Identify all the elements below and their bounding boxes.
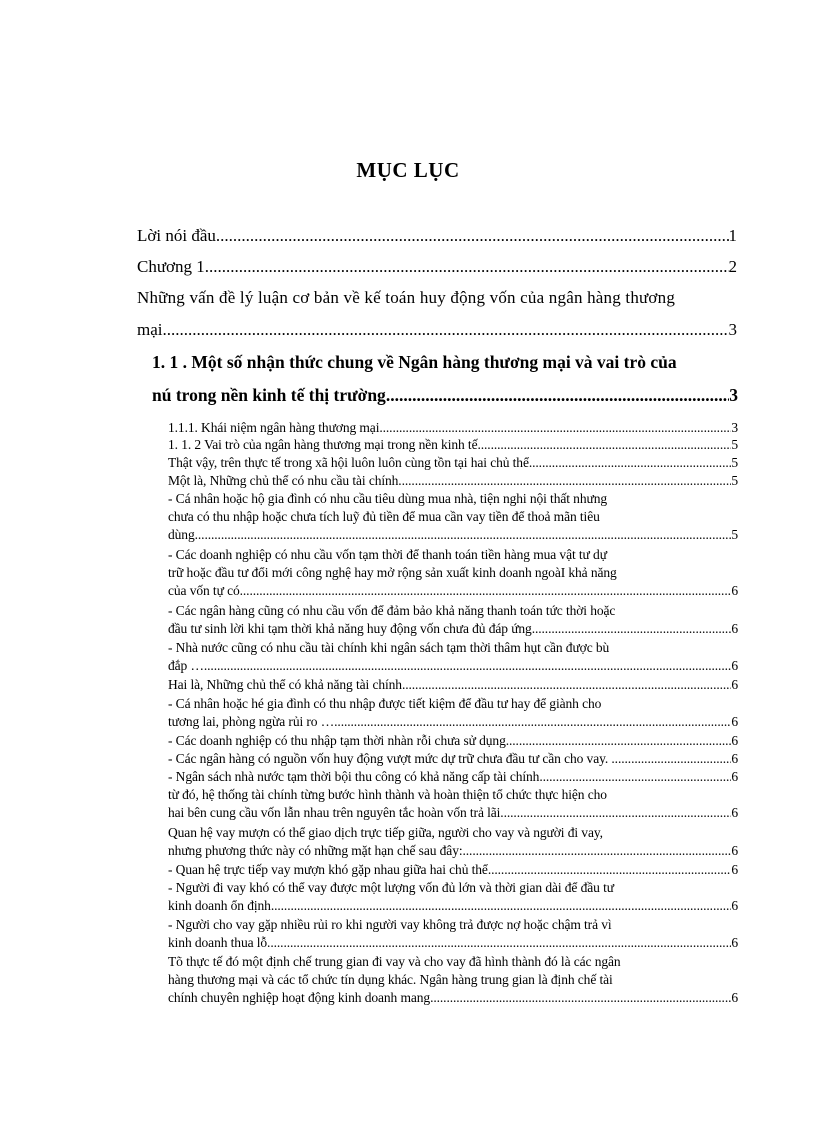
toc-page-number: 3 — [731, 420, 738, 435]
toc-page-number: 6 — [731, 898, 738, 913]
toc-entry[interactable] — [168, 935, 738, 951]
toc-entry-text: - Quan hệ trực tiếp vay mượn khó gặp nhau giữa hai chủ thể. — [168, 862, 492, 877]
toc-entry-line: - Người cho vay gặp nhiều rủi ro khi người vay không trả được nợ hoặc chậm trả vì — [168, 917, 612, 932]
dot-leader — [491, 862, 731, 878]
toc-entry-line: 1. 1 . Một số nhận thức chung về Ngân hàng thương mại và vai trò của — [152, 352, 677, 372]
toc-entry-text: đắp …. — [168, 658, 208, 673]
toc-entry-line: Tõ thực tế đó một định chế trung gian đi vay và cho vay đã hình thành đó là các ngân — [168, 954, 621, 969]
toc-entry-text: Lời nói đầu — [137, 226, 216, 245]
dot-leader — [463, 843, 732, 859]
toc-page-number: 6 — [731, 714, 738, 729]
toc-page-number: 6 — [731, 805, 738, 820]
dot-leader — [379, 420, 731, 436]
dot-leader — [504, 805, 732, 821]
dot-leader — [270, 935, 731, 951]
toc-entry-text: dùng. — [168, 527, 198, 542]
toc-entry[interactable] — [168, 473, 738, 489]
toc-entry-text: Một là, Những chủ thể có nhu cầu tài chính. — [168, 473, 402, 488]
toc-entry-text: nú trong nền kinh tế thị trường — [152, 385, 386, 405]
toc-page-number: 5 — [731, 473, 738, 488]
dot-leader — [405, 677, 731, 693]
toc-entry[interactable] — [168, 805, 738, 821]
toc-page-number: 6 — [731, 677, 738, 692]
toc-entry[interactable] — [168, 843, 738, 859]
toc-entry-line: hàng thương mại và các tổ chức tín dụng khác. Ngân hàng trung gian là định chế tài — [168, 972, 613, 987]
toc-entry-text: kinh doanh thua lỗ. — [168, 935, 271, 950]
toc-entry[interactable] — [168, 990, 738, 1006]
toc-entry-text: - Các ngân hàng có nguồn vốn huy động vượt mức dự trữ chưa đầu tư cần cho vay. .. — [168, 751, 618, 766]
dot-leader — [207, 658, 731, 674]
toc-entry-text: của vốn tự có. — [168, 583, 243, 598]
dot-leader — [205, 257, 729, 277]
toc-page-number: 6 — [731, 843, 738, 858]
toc-entry-text: Hai là, Những chủ thể có khả năng tài chính. — [168, 677, 406, 692]
toc-entry-line: - Các ngân hàng cũng có nhu cầu vốn để đảm bảo khả năng thanh toán tức thời hoặc — [168, 603, 616, 618]
toc-page-number: 6 — [731, 733, 738, 748]
dot-leader — [216, 226, 729, 246]
dot-leader — [334, 714, 731, 730]
toc-entry-line: - Nhà nước cũng có nhu cầu tài chính khi ngân sách tạm thời thâm hụt cần được bù — [168, 640, 610, 655]
toc-page-number: 3 — [729, 385, 738, 405]
dot-leader — [481, 437, 732, 453]
toc-page-number: 6 — [731, 935, 738, 950]
toc-entry-line: trữ hoặc đầu tư đổi mới công nghệ hay mở rộng sản xuất kinh doanh ngoàI khả năng — [168, 565, 617, 580]
toc-entry-text: 1. 1. 2 Vai trò của ngân hàng thương mại trong nền kinh tế. — [168, 437, 481, 452]
toc-page-number: 1 — [728, 226, 737, 245]
toc-page-number: 5 — [731, 455, 738, 470]
toc-entry-text: tương lai, phòng ngừa rủi ro … — [168, 714, 335, 729]
toc-entry-text: Thật vậy, trên thực tế trong xã hội luôn luôn cùng tồn tại hai chủ thể. — [168, 455, 533, 470]
toc-entry[interactable] — [168, 583, 738, 599]
toc-page-number: 6 — [731, 862, 738, 877]
toc-entry-1-1-2[interactable] — [168, 437, 738, 453]
toc-entry-text: chính chuyên nghiệp hoạt động kinh doanh mang — [168, 990, 431, 1005]
dot-leader — [543, 769, 732, 785]
toc-entry-text: kinh doanh ổn định. — [168, 898, 275, 913]
toc-page-number: 6 — [731, 621, 738, 636]
toc-entry-line: - Người đi vay khó có thể vay được một lượng vốn đủ lớn và thời gian dài để đầu tư — [168, 880, 614, 895]
toc-page-number: 5 — [731, 437, 738, 452]
toc-entry[interactable] — [168, 621, 738, 637]
toc-page-number: 5 — [731, 527, 738, 542]
toc-entry-chapter-1[interactable] — [137, 257, 737, 277]
toc-entry-line: Quan hệ vay mượn có thể giao dịch trực tiếp giữa, người cho vay và người đi vay, — [168, 825, 603, 840]
toc-entry-line: từ đó, hệ thống tài chính từng bước hình thành và hoàn thiện tổ chức thực hiện cho — [168, 787, 607, 802]
toc-entry[interactable] — [168, 751, 738, 767]
toc-page-number: 6 — [731, 990, 738, 1005]
toc-entry-text: - Các doanh nghiệp có thu nhập tạm thời nhàn rỗi chưa sử dụng. — [168, 733, 509, 748]
dot-leader — [163, 320, 729, 340]
toc-entry-line: Những vấn đề lý luận cơ bản về kế toán huy động vốn của ngân hàng thương — [137, 288, 676, 307]
toc-entry-text: hai bên cung cầu vốn lẫn nhau trên nguyên tắc hoàn vốn trả lãi. — [168, 805, 504, 820]
toc-entry-text: nhưng phương thức này có những mặt hạn chế sau đây: — [168, 843, 463, 858]
toc-entry[interactable] — [168, 898, 738, 914]
toc-entry-line: - Cá nhân hoặc hé gia đình có thu nhập được tiết kiệm để đầu tư hay để giành cho — [168, 696, 602, 711]
toc-entry-text: đầu tư sinh lời khi tạm thời khả năng huy động vốn chưa đủ đáp ứng. — [168, 621, 535, 636]
toc-entry-line: - Cá nhân hoặc hộ gia đình có nhu cầu tiêu dùng mua nhà, tiện nghi nội thất nhưng — [168, 491, 607, 506]
toc-page-number: 6 — [731, 658, 738, 673]
toc-entry-text: - Ngân sách nhà nước tạm thời bội thu công có khả năng cấp tài chính. — [168, 769, 543, 784]
toc-entry[interactable] — [168, 527, 738, 543]
dot-leader — [274, 898, 731, 914]
toc-entry[interactable] — [168, 714, 738, 730]
page-title: MỤC LỤC — [356, 158, 460, 182]
dot-leader — [509, 733, 731, 749]
toc-entry-section-1-1[interactable] — [152, 385, 738, 406]
toc-entry-line: - Các doanh nghiệp có nhu cầu vốn tạm thời để thanh toán tiền hàng mua vật tư dự — [168, 547, 607, 562]
toc-page-number: 2 — [728, 257, 737, 276]
toc-entry-preface[interactable] — [137, 226, 737, 246]
dot-leader — [243, 583, 731, 599]
toc-page-number: 6 — [731, 769, 738, 784]
toc-entry[interactable] — [168, 862, 738, 878]
dot-leader — [618, 751, 731, 767]
dot-leader — [402, 473, 732, 489]
dot-leader — [430, 990, 731, 1006]
toc-entry[interactable] — [168, 658, 738, 674]
toc-entry[interactable] — [168, 733, 738, 749]
dot-leader — [386, 385, 729, 406]
toc-entry-1-1-1[interactable] — [168, 420, 738, 436]
dot-leader — [198, 527, 731, 543]
toc-entry[interactable] — [168, 677, 738, 693]
toc-entry[interactable] — [168, 455, 738, 471]
toc-entry-text: Chương 1 — [137, 257, 205, 276]
toc-page-number: 3 — [728, 320, 737, 339]
toc-page-number: 6 — [731, 751, 738, 766]
dot-leader — [535, 621, 731, 637]
toc-page-number: 6 — [731, 583, 738, 598]
toc-entry-text: mại — [137, 320, 163, 339]
toc-entry-text: 1.1.1. Khái niệm ngân hàng thương mại — [168, 420, 380, 435]
toc-entry-line: chưa có thu nhập hoặc chưa tích luỹ đủ tiền để mua cần vay tiền để thoả mãn tiêu — [168, 509, 600, 524]
toc-entry-chapter-1-title[interactable] — [137, 320, 737, 340]
toc-entry[interactable] — [168, 769, 738, 785]
dot-leader — [532, 455, 731, 471]
